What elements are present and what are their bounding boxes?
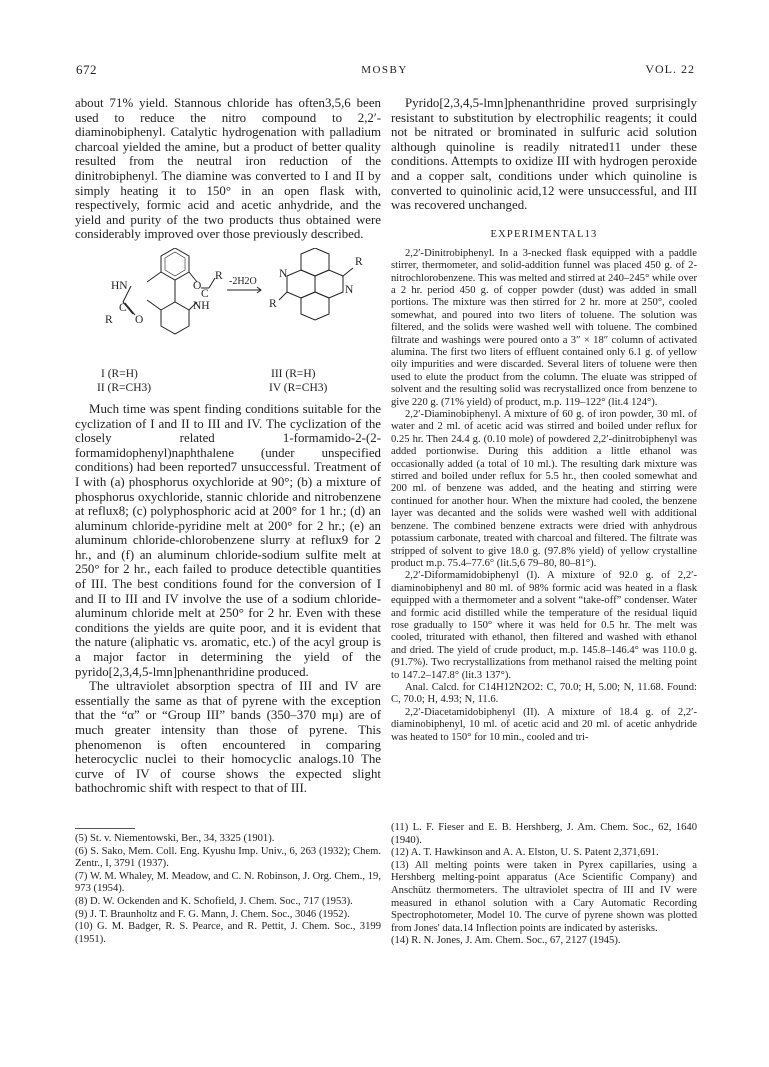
- right-column: [391, 96, 697, 744]
- footnote-13: (13) All melting points were taken in Pyrex capillaries, using a Hershberg melting-point apparatus (Ace Scientific Company) and Anschütz thermometers. The ultraviolet spectra of III and IV were measured in ethanol solution with a Cary Automatic Recording Spectrophotometer, Model 10. The curve of pyrene shown was plotted from Jones' data.14 Inflection points are indicated by asterisks.: [391, 859, 697, 934]
- label-r-upper: R: [215, 269, 223, 282]
- label-o-upper: O: [193, 279, 202, 292]
- footnote-11: (11) L. F. Fieser and E. B. Hershberg, J. Am. Chem. Soc., 62, 1640 (1940).: [391, 822, 697, 846]
- experimental-heading: EXPERIMENTAL13: [490, 228, 598, 240]
- label-o-lower: O: [135, 313, 144, 326]
- running-title: MOSBY: [361, 64, 408, 76]
- label-c-upper: C: [201, 287, 209, 300]
- footnote-divider: [75, 828, 135, 829]
- right-paragraph-1: Pyrido[2,3,4,5-lmn]phenanthridine proved surprisingly resistant to substitution by electrophilic reagents; it could not be nitrated or brominated in sulfuric acid solution although quinoline is readily nitrated11 under these conditions. Attempts to oxidize III with hydrogen peroxide and a copper salt, conditions under which quinoline is converted to quinolinic acid,12 were unsuccessful, and III was recovered unchanged.: [391, 96, 697, 213]
- left-column: [75, 96, 381, 796]
- compound-ii-label: II (R=CH3): [97, 381, 152, 394]
- left-lower-ring: [161, 302, 189, 334]
- footnote-12: (12) A. T. Hawkinson and A. A. Elston, U. S. Patent 2,371,691.: [391, 847, 659, 859]
- label-r-right: R: [355, 255, 363, 268]
- label-hn: HN: [111, 279, 128, 292]
- experimental-dinitrobiphenyl: 2,2′-Dinitrobiphenyl. In a 3-necked flask equipped with a paddle stirrer, thermometer, and solid-addition funnel was placed 450 g. of 2-nitrochlorobenzene. This was melted and stirred at 240–245° while over a 2 hr. period 450 g. of copper powder (dust) was added in small portions. The mixture was then stirred for 2 hr. more at 250°, cooled somewhat, and poured into two liters of toluene. The solution was filtered, and the solids were washed well with toluene. The combined filtrate and washings were poured onto a 3″ × 18″ column of activated alumina. The first two liters of effluent contained only 6.1 g. of yellow oily impurities and were discarded. Several liters of toluene were then used to elute the product from the column. The eluate was stripped of solvent and the resulting solid was recrystallized once from benzene to give 220 g. (71% yield) of product, m.p. 119–122° (lit.4 124°).: [391, 247, 697, 408]
- experimental-diacetamido: 2,2′-Diacetamidobiphenyl (II). A mixture of 18.4 g. of 2,2′-diaminobiphenyl, 10 ml. of acetic acid and 20 ml. of acetic anhydride was heated to 150° for 10 min., cooled and tri-: [391, 706, 697, 743]
- reaction-scheme: [75, 248, 381, 368]
- footnote-5: (5) St. v. Niementowski, Ber., 34, 3325 (1901).: [75, 833, 275, 844]
- label-nh: NH: [193, 299, 210, 312]
- label-n-left: N: [279, 267, 288, 280]
- label-n-right: N: [345, 283, 354, 296]
- footnote-7: (7) W. M. Whaley, M. Meadow, and C. N. Robinson, J. Org. Chem., 19, 973 (1954).: [75, 870, 381, 895]
- footnotes-left: [75, 822, 381, 946]
- footnotes-right: [391, 822, 697, 948]
- left-paragraph-2: Much time was spent finding conditions suitable for the cyclization of I and II to III and IV. The cyclization of the closely related 1-formamido-2-(2-formamidophenyl)naphthalene (under unspecified conditions) had been reported7 unsuccessful. Treatment of I with (a) phosphorus oxychloride at 90°; (b) a mixture of phosphorus oxychloride, stannic chloride and nitrobenzene at reflux8; (c) polyphosphoric acid at 200° for 1 hr.; (d) an aluminum chloride-pyridine melt at 200° for 2 hr.; (e) an aluminum chloride-chlorobenzene slurry at reflux9 for 2 hr., and (f) an aluminum chloride-sodium sulfite melt at 250° for 2 hr., each failed to produce detectible quantities of III. The best conditions found for the conversion of I and II to III and IV involve the use of a sodium chloride-aluminum chloride melt at 250° for 2 hr. Even with these conditions the yields are quite poor, and it is evident that the nature (aliphatic vs. aromatic, etc.) of the acyl group is a major factor in determining the yield of the pyrido[2,3,4,5-lmn]phenanthridine produced.: [75, 401, 381, 679]
- reagent-label: -2H2O: [229, 275, 257, 287]
- volume-label: VOL. 22: [645, 62, 695, 76]
- label-c-lower: C: [119, 301, 127, 314]
- experimental-analysis: Anal. Calcd. for C14H12N2O2: C, 70.0; H, 5.00; N, 11.68. Found: C, 70.0; H, 4.93; N, 11.6.: [391, 681, 697, 706]
- compound-iii-label: III (R=H): [271, 367, 316, 380]
- footnote-8: (8) D. W. Ockenden and K. Schofield, J. Chem. Soc., 717 (1953).: [75, 895, 353, 907]
- footnote-9: (9) J. T. Braunholtz and F. G. Mann, J. Chem. Soc., 3046 (1952).: [75, 908, 350, 920]
- left-paragraph-3: The ultraviolet absorption spectra of III and IV are essentially the same as that of pyrene with the exception that the “α” or “Group III” bands (350–370 mμ) are of much greater intensity than those of pyrene. This phenomenon is often encountered in comparing heterocyclic nuclei to their homocyclic analogs.10 The curve of IV of course shows the expected slight bathochromic shift with respect to that of III.: [75, 679, 381, 796]
- label-r-lower: R: [105, 313, 113, 326]
- experimental-diaminobiphenyl: 2,2′-Diaminobiphenyl. A mixture of 60 g. of iron powder, 30 ml. of water and 2 ml. of acetic acid was stirred and boiled under reflux for 0.25 hr. Then 24.4 g. (0.10 mole) of powdered 2,2′-dinitrobiphenyl was added portionwise. During this addition a little ethanol was occasionally added (a total of 10 ml.). The resulting dark mixture was stirred and boiled under reflux for 5.5 hr., then cooled somewhat and 200 ml. of benzene was added, and the heating and stirring were continued for another hour. When the mixture had cooled, the benzene layer was decanted and the solids were washed well with additional benzene. The combined benzene extracts were dried with anhydrous potassium carbonate, treated with charcoal and filtered. The filtrate was stripped of solvent to give 18.0 g. (97.8% yield) of yellow crystalline product m.p. 75.4–77.6° (lit.5,6 79–80, 80–81°).: [391, 409, 697, 569]
- footnote-6: (6) S. Sako, Mem. Coll. Eng. Kyushu Imp. Univ., 6, 263 (1932); Chem. Zentr., I, 3791 (1937).: [75, 845, 381, 870]
- page-number: 672: [76, 62, 97, 77]
- footnote-10: (10) G. M. Badger, R. S. Pearce, and R. Pettit, J. Chem. Soc., 3199 (1951).: [75, 921, 381, 945]
- compound-labels: [75, 368, 381, 398]
- compound-iv-label: IV (R=CH3): [269, 381, 328, 394]
- left-paragraph-1: about 71% yield. Stannous chloride has often3,5,6 been used to reduce the nitro compound to 2,2′-diaminobiphenyl. Catalytic hydrogenation with palladium charcoal yielded the amine, but a product of better quality resulted from the neutral iron reduction of the dinitrobiphenyl. The diamine was converted to I and II by simply heating it to 150° in an open flask with, respectively, formic acid and acetic anhydride, and the yield and purity of the two products thus obtained were considerably improved over those previously described.: [75, 96, 381, 242]
- compound-i-label: I (R=H): [101, 367, 138, 380]
- footnote-14: (14) R. N. Jones, J. Am. Chem. Soc., 67, 2127 (1945).: [391, 935, 621, 947]
- label-r-left: R: [269, 297, 277, 310]
- experimental-diformamido: 2,2′-Diformamidobiphenyl (I). A mixture of 92.0 g. of 2,2′-diaminobiphenyl and 80 ml. of 98% formic acid was heated in a flask equipped with a thermometer and a solvent “take-off” condenser. Water and formic acid distilled while the temperature of the residual liquid rose gradually to 150° where it was held for 0.5 hr. The melt was cooled, triturated with ethanol, then filtered and washed with ethanol and dried. The yield of crude product, m.p. 145.8–146.4° was 110.0 g. (91.7%). Two recrystallizations from methanol raised the melting point to 147.2–147.8° (lit.3 137°).: [391, 570, 697, 681]
- right-ring-bottom: [301, 292, 329, 320]
